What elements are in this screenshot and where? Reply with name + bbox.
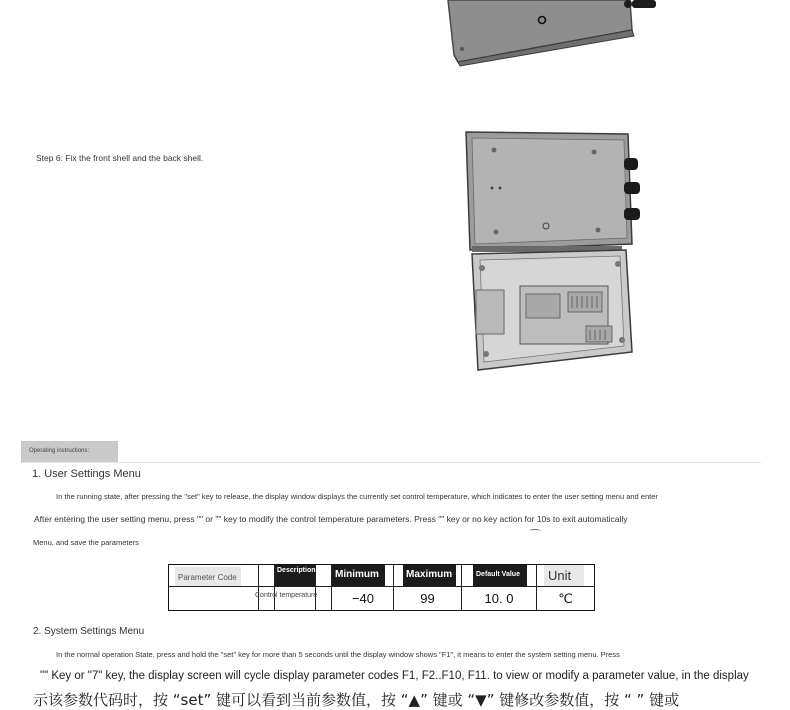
cell-default-value: 10. 0 (484, 591, 514, 606)
section2-line2: "" Key or "7" key, the display screen will cycle display parameter codes F1, F2..F10, F11. to view or modify a parameter value, in the display (40, 670, 749, 682)
header-minimum: Minimum (332, 565, 385, 586)
header-description: Description (275, 565, 315, 586)
operating-instructions-label (21, 441, 118, 462)
parameter-table (168, 564, 595, 611)
section1-line3: Menu, and save the parameters (33, 538, 139, 547)
operating-instructions-text: Operating instructions: (29, 448, 90, 454)
header-parameter-code: Parameter Code (175, 567, 241, 586)
step6-caption: Step 6: Fix the front shell and the back shell. (36, 153, 204, 163)
header-maximum: Maximum (403, 565, 456, 586)
section1-line2: After entering the user setting menu, press "" or "" key to modify the control temperature parameters. Press "" key or no key action for 10s to exit automatically (34, 514, 628, 524)
cell-maximum: 99 (420, 591, 435, 606)
section2-heading: 2. System Settings Menu (33, 626, 145, 637)
header-unit: Unit (544, 565, 584, 586)
device-open-shell-image (458, 126, 648, 376)
cell-unit: ℃ (558, 591, 573, 606)
section1-heading: 1. User Settings Menu (32, 468, 141, 480)
device-shell-image-top (440, 0, 670, 70)
section1-line1: In the running state, after pressing the "set" key to release, the display window displays the currently set control temperature, which indicates to enter the user setting menu and enter (56, 492, 658, 501)
section2-line3: 示该参数代码时，按 “set” 键可以看到当前参数值，按 “▲” 键或 “▼” 键修改参数值，按 “ ” 键或 (33, 691, 680, 709)
cell-minimum: −40 (351, 591, 375, 606)
header-default-value: Default Value (473, 565, 527, 586)
section2-line1: In the normal operation State, press and hold the "set" key for more than 5 seconds until the display window shows "F1", it means to enter the system setting menu. Press (56, 650, 620, 659)
arc-mark (529, 529, 541, 533)
cell-description: Control temperature (255, 592, 318, 599)
divider (21, 462, 761, 463)
